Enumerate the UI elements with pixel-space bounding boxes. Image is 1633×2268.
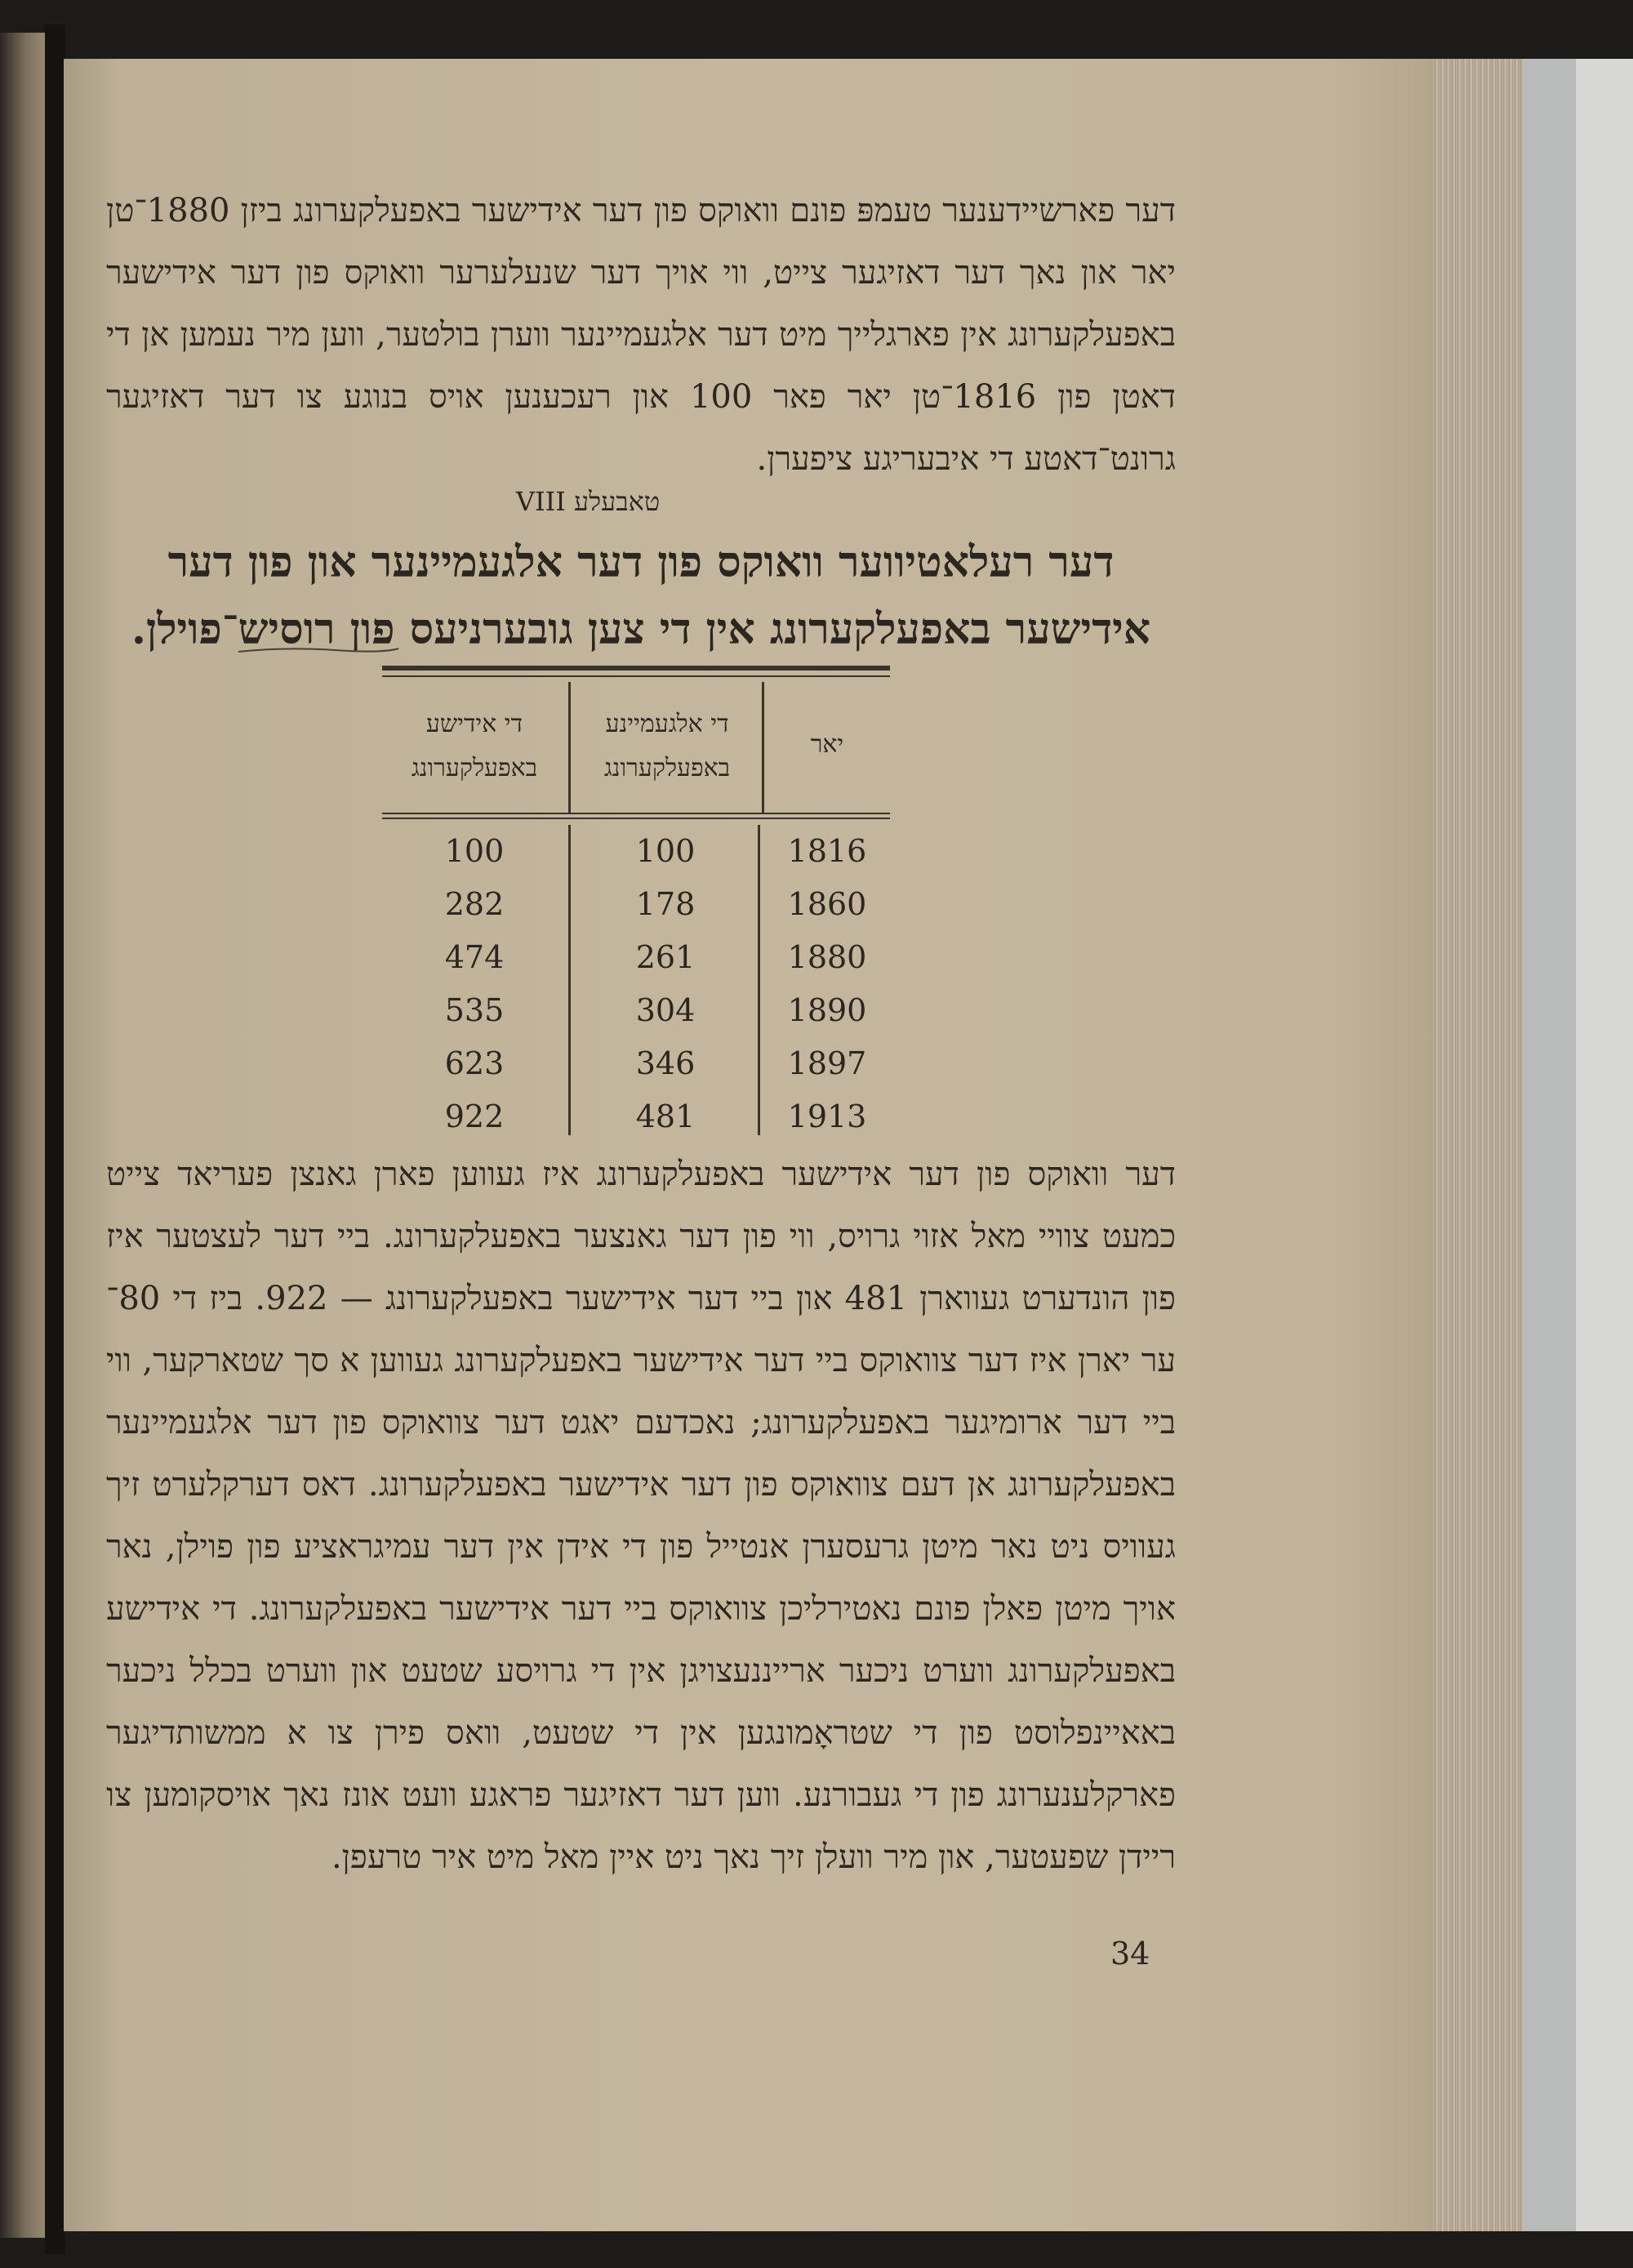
body-divider-2 [758, 825, 760, 1135]
page-edges [1433, 59, 1523, 2231]
cell-jewish: 922 [444, 1098, 505, 1134]
cell-general: 261 [635, 939, 696, 975]
header-divider-1 [568, 682, 571, 813]
table-header-rule [382, 813, 890, 814]
header-jewish-population: די אידישע באפעלקערונג [411, 710, 538, 782]
cell-jewish: 100 [444, 833, 505, 869]
table-top-rule [382, 666, 890, 671]
table-label: טאבעלע VIII [515, 486, 661, 517]
cell-jewish: 474 [444, 939, 505, 975]
cell-general: 304 [635, 992, 696, 1028]
header-general-population: די אלגעמיינע באפעלקערונג [603, 710, 731, 782]
page-number: 34 [1110, 1936, 1150, 1972]
cell-year: 1816 [787, 833, 867, 869]
data-table [382, 666, 890, 1139]
header-year: יאר [810, 730, 844, 759]
cell-jewish: 535 [444, 992, 505, 1028]
body-divider-1 [568, 825, 571, 1135]
cell-year: 1880 [787, 939, 867, 975]
table-header-rule-2 [382, 818, 890, 819]
table-top-thin-rule [382, 675, 890, 677]
cell-general: 346 [635, 1045, 696, 1081]
cell-year: 1890 [787, 992, 867, 1028]
cell-general: 100 [635, 833, 696, 869]
cell-general: 178 [635, 886, 696, 922]
table-title: דער רעלאטיווער וואוקס פון דער אלגעמיינער און פון דער אידישער באפעלקערונג אין די צען גובערניעס פון רוסיש־פוילן. [131, 537, 1151, 654]
background-right [1576, 59, 1633, 2231]
cell-year: 1860 [787, 886, 867, 922]
cell-year: 1897 [787, 1045, 867, 1081]
cell-jewish: 623 [444, 1045, 505, 1081]
cover-edge [1523, 59, 1580, 2231]
paragraph-intro: דער פארשיידענער טעמפּ פונם וואוקס פון דער אידישער באפעלקערונג ביזן 1880־טן יאר און נאך דער דאזיגער צייט, ווי אויך דער שנעלערער וואוקס פון דער אידישער באפעלקערונג אין פארגלייך מיט דער אלגעמיינער ווערן בולטער, ווען מיר נעמען אן די דאטן פון 1816־טן יאר פאר 100 און רעכענען אויס בנוגע צו דער דאזיגער גרונט־דאטע די איבעריגע ציפערן. [106, 192, 1176, 478]
book-spine [45, 25, 65, 2254]
cell-general: 481 [635, 1098, 696, 1134]
cell-year: 1913 [787, 1098, 867, 1134]
handwritten-underline [237, 645, 400, 655]
paragraph-analysis: דער וואוקס פון דער אידישער באפעלקערונג איז געווען פארן גאנצן פעריאד צייט כמעט צוויי מאל אזוי גרויס, ווי פון דער גאנצער באפעלקערונג. ביי דער לעצטער איז פון הונדערט געווארן 481 און ביי דער אידישער באפעלקערונג — 922. ביז די 80־ער יארן איז דער צוואוקס ביי דער אידישער באפעלקערונג געווען א סך שטארקער, ווי ביי דער ארומיגער באפעלקערונג; נאכדעם יאגט דער צוואוקס פון דער אלגעמיינער באפעלקערונג אן דעם צוואוקס פון דער אידישער באפעלקערונג. דאס דערקלערט זיך געוויס ניט נאר מיטן גרעסערן אנטייל פון די אידן אין דער עמיגראציע פון פוילן, נאר אויך מיטן פאלן פונם נאטירליכן צוואוקס ביי דער אידישער באפעלקערונג. די אידישע באפעלקערונג ווערט ניכער ארייננעצויגן אין די גרויסע שטעט און ווערט בכלל ניכער באאיינפלוסט פון די שטראָמונגען אין די שטעט, וואס פירן צו א ממשותדיגער פארקלענערונג פון די געבורנע. ווען דער דאזיגער פראגע וועט אונז נאך אויסקומען צו ריידן שפעטער, און מיר וועלן זיך נאך ניט איין מאל מיט איר טרעפן. [106, 1156, 1176, 1876]
cell-jewish: 282 [444, 886, 505, 922]
